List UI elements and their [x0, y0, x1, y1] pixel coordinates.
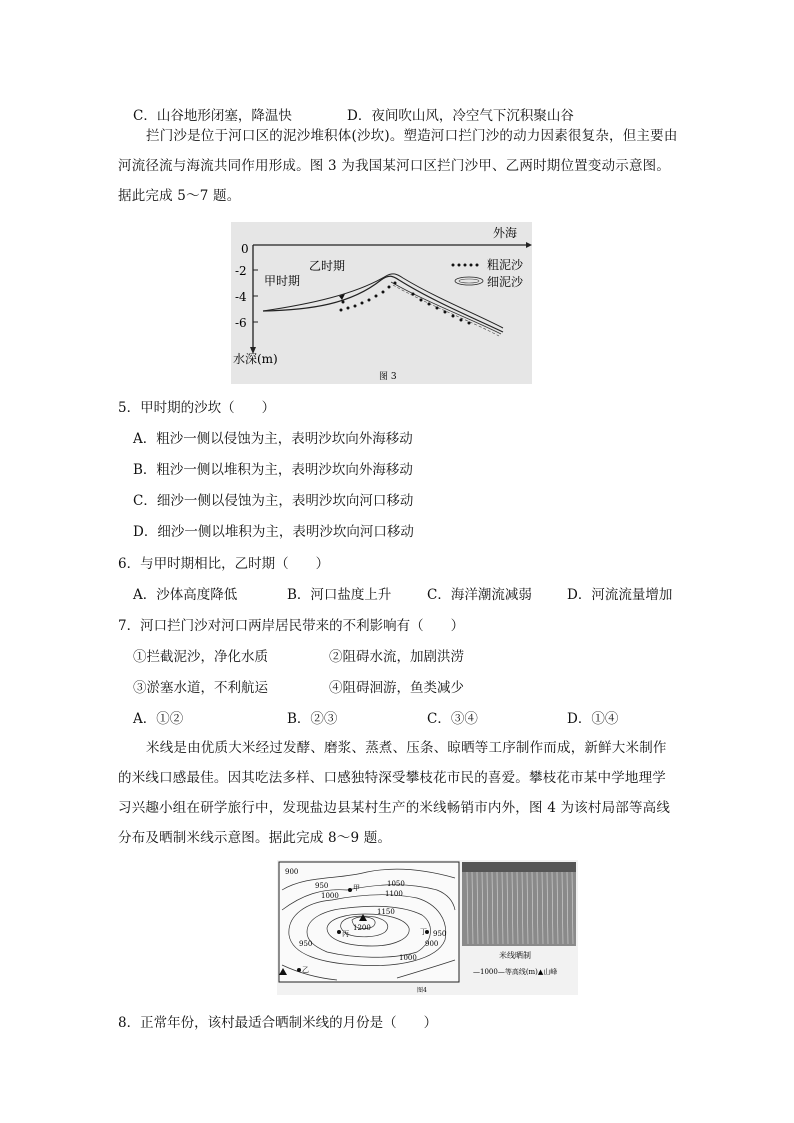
- profile-yi-2: [391, 282, 501, 334]
- q5-option-d: D．细沙一侧以堆积为主，表明沙坎向河口移动: [133, 524, 414, 540]
- figure-3-caption: 图 3: [379, 372, 397, 382]
- contour-label-950: 950: [315, 882, 329, 890]
- profile-yi-3: [393, 285, 499, 336]
- photo-caption: 米线晒制: [499, 951, 531, 960]
- passage-rice-noodle: 米线是由优质大米经过发酵、磨浆、蒸煮、压条、晾晒等工序制作而成，新鲜大米制作的米线口感最佳。因其吃法多样、口感独特深受攀枝花市民的喜爱。攀枝花市某中学地理学习兴趣小组在研学旅行中，发现盐边县某村生产的米线畅销市内外，图 4 为该村局部等高线分布及晒制米线示意图。据此完成 8～9 题。: [118, 740, 671, 846]
- contour-label-900-b: 900: [425, 940, 439, 948]
- y-tick-minus4: -4: [235, 290, 247, 304]
- q8-stem: 8．正常年份，该村最适合晒制米线的月份是（ ）: [118, 1015, 438, 1031]
- q5-stem: 5．甲时期的沙坎（ ）: [118, 400, 276, 416]
- q6-stem: 6．与甲时期相比，乙时期（ ）: [118, 556, 330, 572]
- q7-item-3: ③淤塞水道，不利航运: [133, 680, 268, 696]
- figure-3-diagram: [231, 222, 532, 384]
- passage-sandbar: 拦门沙是位于河口区的泥沙堆积体(沙坎)。塑造河口拦门沙的动力因素很复杂，但主要由河流径流与海流共同作用形成。图 3 为我国某河口区拦门沙甲、乙两时期位置变动示意图。据此完成 5～7 题。: [118, 128, 678, 204]
- q6-option-c: C．海洋潮流减弱: [427, 587, 532, 603]
- q7-item-2: ②阻碍水流，加剧洪涝: [329, 649, 464, 665]
- legend-coarse-dots: [452, 264, 479, 267]
- y-tick-0: 0: [241, 242, 249, 256]
- q4-option-d: D．夜间吹山风，冷空气下沉积聚山谷: [347, 108, 574, 124]
- rice-noodle-photo: [462, 862, 576, 946]
- place-yi: 乙: [302, 966, 309, 974]
- contour-label-950-b: 950: [433, 930, 447, 938]
- contour-label-1000: 1000: [321, 892, 339, 900]
- q4-option-c: C．山谷地形闭塞，降温快: [133, 108, 292, 124]
- figure-3: [231, 222, 532, 384]
- contour-label-1200: 1200: [353, 924, 371, 932]
- legend-fine-label: 细泥沙: [487, 275, 524, 289]
- q7-item-4: ④阻碍洄游，鱼类减少: [329, 680, 464, 696]
- legend-fine-symbol-inner: [459, 279, 479, 283]
- label-yi-period: 乙时期: [309, 259, 346, 273]
- q7-option-d: D．①④: [567, 711, 619, 727]
- contour-label-950-c: 950: [299, 940, 313, 948]
- legend-coarse-label: 粗泥沙: [487, 258, 524, 272]
- q5-option-a: A．粗沙一侧以侵蚀为主，表明沙坎向外海移动: [133, 431, 413, 447]
- outer-sea-label: 外海: [493, 226, 518, 240]
- place-bing: 丙: [342, 930, 349, 938]
- contour-map-frame: [279, 862, 459, 982]
- figure-4-legend: —1000—等高线(m)▲山峰: [473, 968, 558, 976]
- contour-label-900: 900: [285, 868, 299, 876]
- q7-option-c: C．③④: [427, 711, 478, 727]
- q6-option-a: A．沙体高度降低: [133, 587, 238, 603]
- figure-4-caption: 图4: [417, 987, 427, 994]
- contour-label-1150: 1150: [377, 908, 395, 916]
- contour-label-1100: 1100: [385, 890, 403, 898]
- figure-4-diagram: [277, 860, 578, 995]
- q7-item-1: ①拦截泥沙，净化水质: [133, 649, 268, 665]
- contour-label-1050: 1050: [387, 880, 405, 888]
- q7-stem: 7．河口拦门沙对河口两岸居民带来的不利影响有（ ）: [118, 618, 465, 634]
- contour-label-1000-b: 1000: [399, 954, 417, 962]
- q5-option-c: C．细沙一侧以侵蚀为主，表明沙坎向河口移动: [133, 493, 414, 509]
- place-jia: 甲: [353, 884, 360, 892]
- figure-4: [277, 860, 578, 995]
- q7-option-b: B．②③: [287, 711, 338, 727]
- q6-option-d: D．河流流量增加: [567, 587, 673, 603]
- drying-rack: [462, 862, 576, 872]
- y-axis-label: 水深(m): [233, 352, 278, 366]
- q7-option-a: A．①②: [133, 711, 184, 727]
- label-jia-period: 甲时期: [264, 274, 301, 288]
- q6-option-b: B．河口盐度上升: [287, 587, 392, 603]
- y-tick-minus6: -6: [235, 316, 247, 330]
- q5-option-b: B．粗沙一侧以堆积为主，表明沙坎向外海移动: [133, 462, 413, 478]
- y-tick-minus2: -2: [235, 264, 247, 278]
- place-ding: 丁: [420, 928, 427, 936]
